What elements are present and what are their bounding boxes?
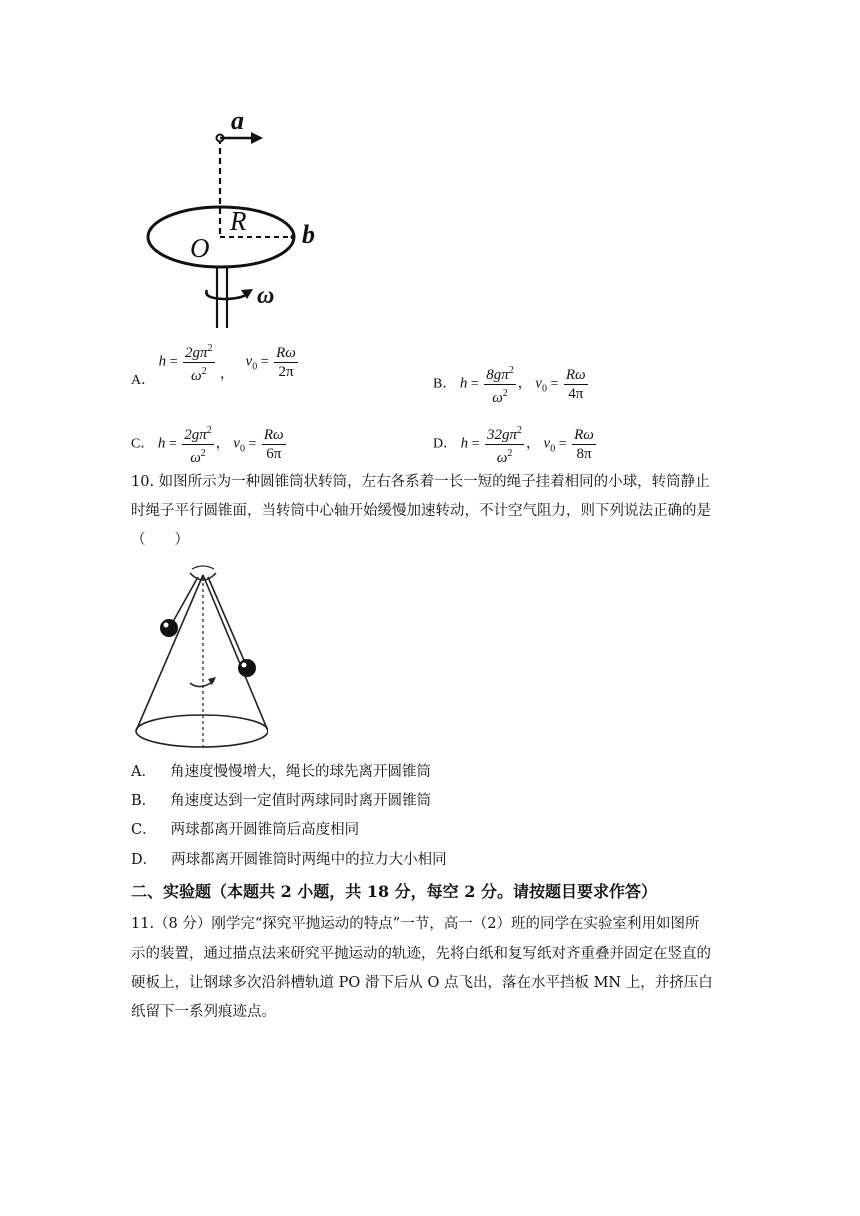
option-a: A． h = $\frac{2g\pi^2}{\omega^2}$ ， $v_0$ = $\frac{R\omega}{2\pi}$ bbox=[131, 346, 300, 391]
q11-line-1: 11.（8 分）刚学完“探究平抛运动的特点”一节，高一（2）班的同学在实验室利用如图所 bbox=[131, 916, 700, 932]
section-heading: 二、实验题（本题共 2 小题，共 18 分，每空 2 分。请按题目要求作答） bbox=[131, 882, 657, 901]
label-R: R bbox=[230, 206, 247, 236]
q10-line-1: 10. 如图所示为一种圆锥筒状转筒，左右各系着一长一短的绳子挂着相同的小球，转筒静止 bbox=[131, 474, 710, 490]
q10-option-a: A． 角速度慢慢增大，绳长的球先离开圆锥筒 bbox=[131, 764, 431, 780]
q10-option-c: C． 两球都离开圆锥筒后高度相同 bbox=[131, 822, 360, 838]
option-b: B． h = $\frac{8g\pi^2}{\omega^2}$ ， $v_0$ = $\frac{R\omega}{4\pi}$ bbox=[433, 362, 590, 407]
q11-line-3: 硬板上，让钢球多次沿斜槽轨道 PO 滑下后从 O 点飞出，落在水平挡板 MN 上，并挤压白 bbox=[131, 975, 713, 991]
q10-line-3: （ ） bbox=[131, 532, 189, 548]
option-d: D． h = $\frac{32g\pi^2}{\omega^2}$ ， $v_0$ = $\frac{R\omega}{8\pi}$ bbox=[433, 422, 598, 467]
q11-line-4: 纸留下一系列痕迹点。 bbox=[131, 1004, 276, 1020]
label-omega: ω bbox=[257, 283, 275, 309]
q10-option-b: B． 角速度达到一定值时两球同时离开圆锥筒 bbox=[131, 793, 432, 809]
q10-option-d: D． 两球都离开圆锥筒时两绳中的拉力大小相同 bbox=[131, 852, 447, 868]
q10-line-2: 时绳子平行圆锥面，当转筒中心轴开始缓慢加速转动，不计空气阻力，则下列说法正确的是 bbox=[131, 503, 711, 519]
rotating-disc-figure bbox=[135, 100, 335, 332]
label-O: O bbox=[190, 233, 210, 263]
cone-figure bbox=[128, 563, 268, 753]
q11-line-2: 示的装置，通过描点法来研究平抛运动的轨迹，先将白纸和复写纸对齐重叠并固定在竖直的 bbox=[131, 946, 711, 962]
label-b: b bbox=[302, 220, 315, 249]
label-a: a bbox=[231, 106, 244, 135]
option-c: C． h = $\frac{2g\pi^2}{\omega^2}$ ， $v_0$ = $\frac{R\omega}{6\pi}$ bbox=[131, 422, 288, 467]
